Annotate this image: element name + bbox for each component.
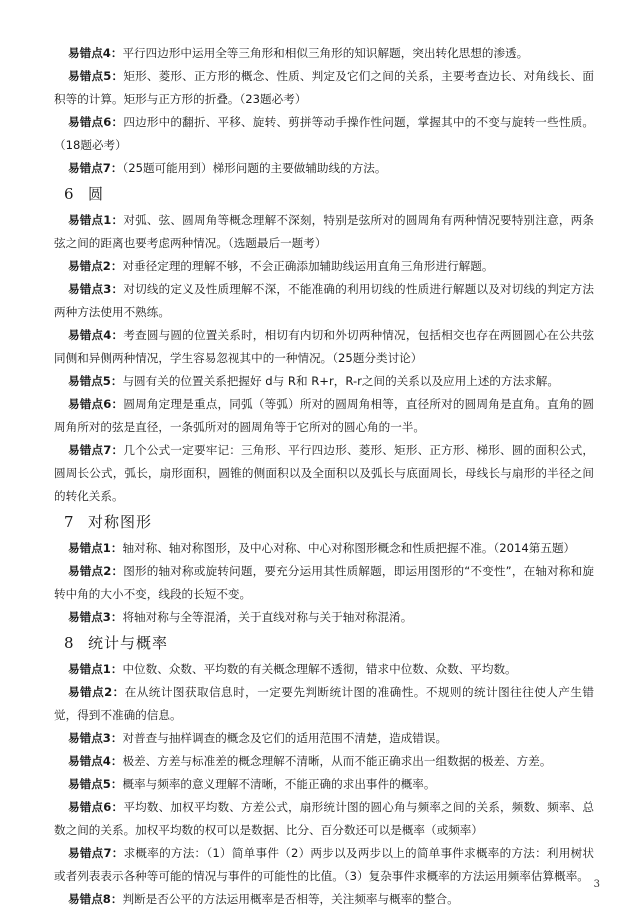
error-point-text: 平均数、加权平均数、方差公式，扇形统计图的圆心角与频率之间的关系，频数、频率、总数之间的关系。加权平均数的权可以是数据、比分、百分数还可以是概率（或频率） [54, 800, 594, 837]
error-point-label: 易错点8： [68, 892, 123, 906]
section-number: 6 [64, 185, 75, 203]
error-point-label: 易错点5： [68, 69, 124, 83]
error-point-text: 矩形、菱形、正方形的概念、性质、判定及它们之间的关系，主要考查边长、对角线长、面积等的计算。矩形与正方形的折叠。（23题必考） [54, 69, 594, 106]
section-number: 8 [64, 634, 75, 652]
error-point-paragraph [54, 278, 594, 324]
error-point-label: 易错点2： [68, 259, 123, 273]
error-point-paragraph [54, 255, 594, 278]
error-point-text: 对弧、弦、圆周角等概念理解不深刻，特别是弦所对的圆周角有两种情况要特别注意，两条弦之间的距离也要考虑两种情况。（选题最后一题考） [54, 213, 594, 250]
error-point-paragraph [54, 42, 594, 65]
error-point-text: 圆周角定理是重点，同弧（等弧）所对的圆周角相等，直径所对的圆周角是直角。直角的圆周角所对的弦是直径，一条弧所对的圆周角等于它所对的圆心角的一半。 [54, 397, 594, 434]
error-point-paragraph [54, 439, 594, 508]
section-heading [64, 183, 594, 206]
error-point-paragraph [54, 606, 594, 629]
error-point-paragraph [54, 111, 594, 157]
error-point-text: 图形的轴对称或旋转问题，要充分运用其性质解题，即运用图形的“不变性”，在轴对称和旋转中角的大小不变，线段的长短不变。 [54, 564, 594, 601]
error-point-label: 易错点1： [68, 541, 123, 555]
error-point-paragraph [54, 773, 594, 796]
error-point-paragraph [54, 560, 594, 606]
error-point-text: 求概率的方法：（1）简单事件（2）两步以及两步以上的简单事件求概率的方法：利用树状或者列表表示各种等可能的情况与事件的可能性的比值。（3）复杂事件求概率的方法运用频率估算概率。 [54, 846, 594, 883]
error-point-text: 对普查与抽样调查的概念及它们的适用范围不清楚，造成错误。 [122, 731, 448, 745]
error-point-paragraph [54, 681, 594, 727]
section-title: 圆 [88, 185, 105, 203]
page-number: 3 [593, 879, 600, 890]
error-point-paragraph [54, 157, 594, 180]
error-point-text: 中位数、众数、平均数的有关概念理解不透彻，错求中位数、众数、平均数。 [122, 662, 517, 676]
error-point-label: 易错点3： [68, 731, 123, 745]
error-point-label: 易错点1： [68, 662, 123, 676]
error-point-paragraph [54, 727, 594, 750]
error-point-paragraph [54, 370, 594, 393]
error-point-label: 易错点5： [68, 374, 123, 388]
error-point-label: 易错点4： [68, 46, 123, 60]
error-point-label: 易错点6： [68, 800, 124, 814]
section-heading [64, 632, 594, 655]
error-point-text: 轴对称、轴对称图形，及中心对称、中心对称图形概念和性质把握不准。（2014第五题） [122, 541, 576, 555]
error-point-paragraph [54, 537, 594, 560]
error-point-text: 判断是否公平的方法运用概率是否相等，关注频率与概率的整合。 [122, 892, 459, 906]
document-content [54, 42, 594, 911]
error-point-paragraph [54, 750, 594, 773]
error-point-label: 易错点3： [68, 282, 124, 296]
error-point-paragraph [54, 65, 594, 111]
error-point-text: 几个公式一定要牢记：三角形、平行四边形、菱形、矩形、正方形、梯形、圆的面积公式，圆周长公式，弧长，扇形面积，圆锥的侧面积以及全面积以及弧长与底面周长，母线长与扇形的半径之间的转化关系。 [54, 443, 594, 503]
error-point-paragraph [54, 842, 594, 888]
error-point-text: 在从统计图获取信息时，一定要先判断统计图的准确性。不规则的统计图往往使人产生错觉，得到不准确的信息。 [54, 685, 594, 722]
error-point-paragraph [54, 209, 594, 255]
error-point-text: 极差、方差与标准差的概念理解不清晰，从而不能正确求出一组数据的极差、方差。 [122, 754, 552, 768]
section-title: 统计与概率 [88, 634, 169, 652]
error-point-paragraph [54, 393, 594, 439]
section-title: 对称图形 [88, 513, 153, 531]
error-point-text: 概率与频率的意义理解不清晰，不能正确的求出事件的概率。 [122, 777, 436, 791]
error-point-label: 易错点5： [68, 777, 123, 791]
error-point-label: 易错点7： [68, 846, 124, 860]
error-point-label: 易错点7： [68, 161, 123, 175]
error-point-text: 对切线的定义及性质理解不深，不能准确的利用切线的性质进行解题以及对切线的判定方法两种方法使用不熟练。 [54, 282, 594, 319]
error-point-label: 易错点1： [68, 213, 124, 227]
error-point-text: 将轴对称与全等混淆，关于直线对称与关于轴对称混淆。 [122, 610, 413, 624]
error-point-label: 易错点3： [68, 610, 123, 624]
error-point-label: 易错点4： [68, 328, 124, 342]
error-point-label: 易错点2： [68, 685, 125, 699]
error-point-text: 四边形中的翻折、平移、旋转、剪拼等动手操作性问题，掌握其中的不变与旋转一些性质。（18题必考） [54, 115, 594, 152]
error-point-label: 易错点4： [68, 754, 123, 768]
error-point-label: 易错点7： [68, 443, 124, 457]
error-point-text: 考查圆与圆的位置关系时，相切有内切和外切两种情况，包括相交也存在两圆圆心在公共弦同侧和异侧两种情况，学生容易忽视其中的一种情况。（25题分类讨论） [54, 328, 594, 365]
error-point-label: 易错点6： [68, 397, 124, 411]
error-point-paragraph [54, 796, 594, 842]
error-point-text: 平行四边形中运用全等三角形和相似三角形的知识解题，突出转化思想的渗透。 [122, 46, 529, 60]
error-point-text: 与圆有关的位置关系把握好 d与 R和 R+r，R-r之间的关系以及应用上述的方法求解。 [122, 374, 559, 388]
error-point-label: 易错点6： [68, 115, 124, 129]
section-number: 7 [64, 513, 75, 531]
error-point-paragraph [54, 324, 594, 370]
error-point-text: 对垂径定理的理解不够，不会正确添加辅助线运用直角三角形进行解题。 [122, 259, 494, 273]
error-point-paragraph [54, 888, 594, 911]
error-point-paragraph [54, 658, 594, 681]
error-point-label: 易错点2： [68, 564, 124, 578]
section-heading [64, 511, 594, 534]
error-point-text: （25题可能用到）梯形问题的主要做辅助线的方法。 [122, 161, 387, 175]
